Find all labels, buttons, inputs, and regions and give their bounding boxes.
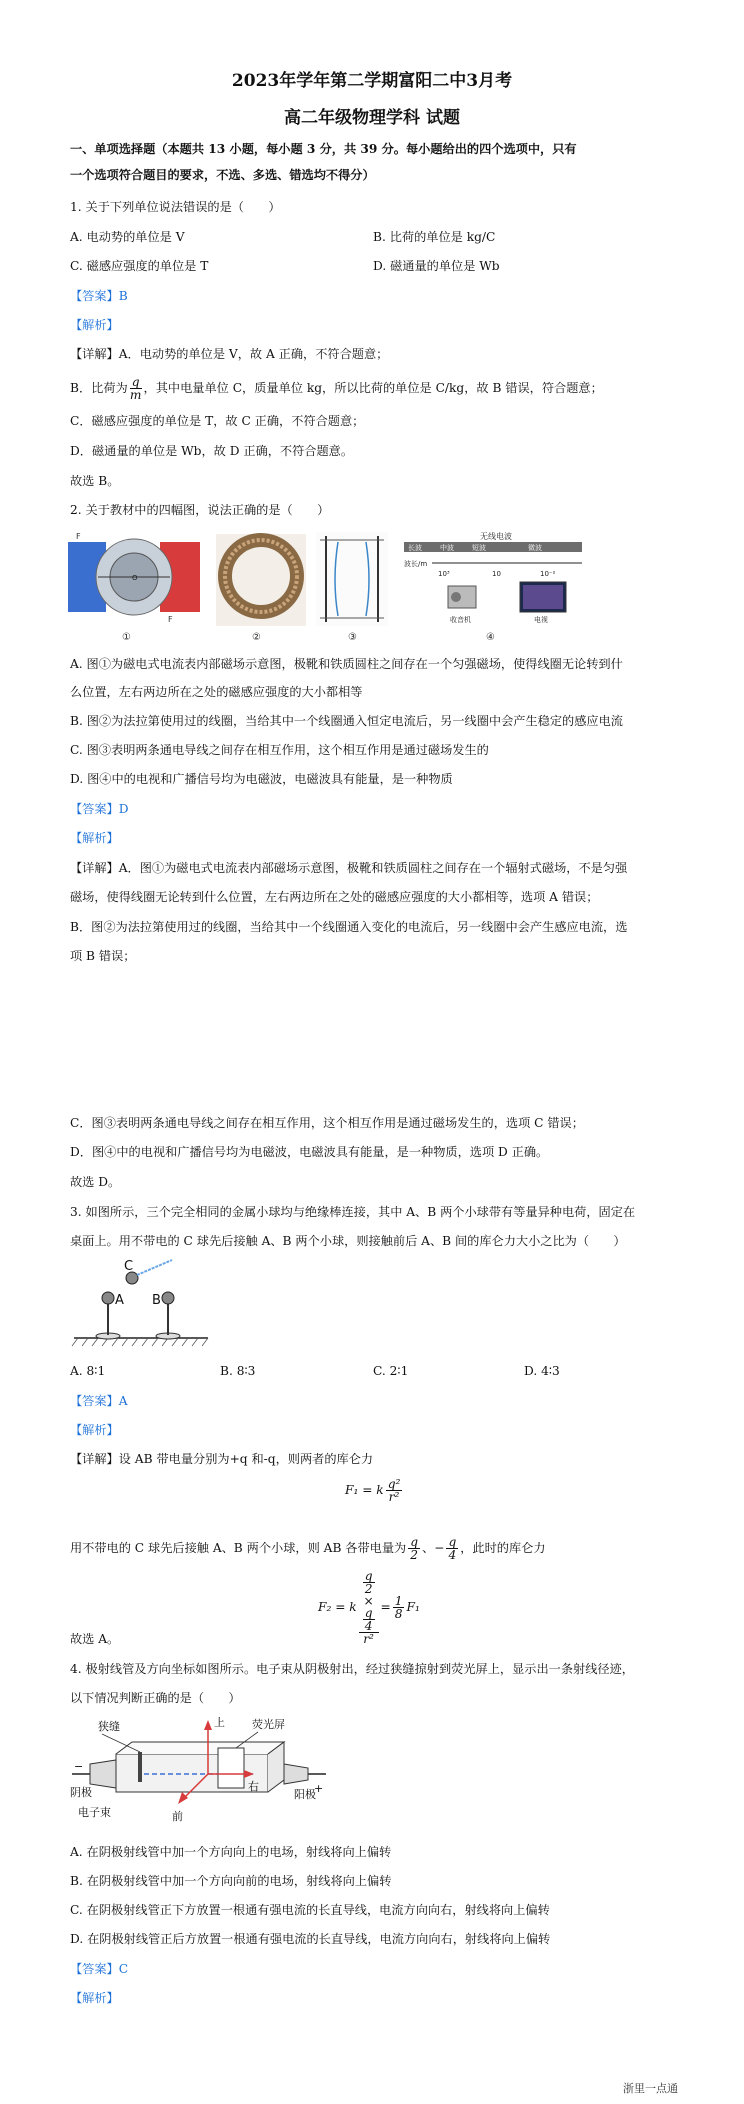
minus-terminal: − [74,1760,84,1773]
f2-times: × [363,1594,374,1608]
quarter-denominator: 4 [448,1548,457,1562]
charge-half-fraction [408,1536,420,1561]
fig2-number: ② [252,632,261,643]
q3-detail-2-pre: 用不带电的 C 球先后接触 A、B 两个小球，则 AB 各带电量为 [70,1541,407,1555]
q2-detail-1 [70,859,690,877]
q4-answer [70,1960,690,1978]
fig4-band-short: 短波 [472,544,486,552]
charge-quarter-fraction [446,1536,458,1561]
sphere-b-label: B [152,1293,161,1308]
plus-terminal: + [314,1782,324,1795]
slit-label: 狭缝 [98,1720,120,1733]
fig4-band-medium: 中波 [440,544,454,552]
f2-sub-fraction-a [363,1570,375,1595]
sphere-a-label: A [115,1293,124,1308]
q3-stem-line2: 桌面上。用不带电的 C 球先后接触 A、B 两个小球，则接触前后 A、B 间的库仑力大小之比为（ ） [70,1234,626,1248]
q2-option-a-line2: 么位置，左右两边所在之处的磁感应强度的大小都相等 [70,685,363,699]
half-denominator: 2 [410,1548,418,1562]
fig1-center-label: O [132,574,138,582]
q2-detail-2: 磁场，使得线圈无论转到什么位置，左右两边所在之处的磁感应强度的大小都相等，选项 A 错误； [70,890,599,904]
q3-figure [68,1258,218,1357]
answer-label: 【答案】 [70,1394,119,1408]
fig4-band-micro: 微波 [528,544,542,552]
answer-label: 【答案】 [70,802,119,816]
q1-answer-value: B [118,289,128,303]
q2-option-a-line1: A. 图①为磁电式电流表内部磁场示意图，极靴和铁质圆柱之间存在一个匀强磁场，使得线圈无论转到什 [70,657,623,671]
cathode-label: 阴极 [70,1786,92,1799]
q1-detail-4: D．磁通量的单位是 Wb，故 D 正确，不符合题意。 [70,444,354,458]
f2-ratio-denominator: 8 [394,1607,403,1621]
up-label: 上 [214,1716,225,1729]
f2-a-numerator: q [364,1569,373,1583]
fig4-axis-label: 波长/m [404,560,428,568]
q2-detail-6: D．图④中的电视和广播信号均为电磁波，电磁波具有能量，是一种物质，选项 D 正确。 [70,1145,549,1159]
fig4-band-long: 长波 [408,544,422,552]
q1-conclusion: 故选 B。 [70,474,120,488]
q4-answer-value: C [118,1962,129,1976]
q2-detail-1-text: A．图①为磁电式电流表内部磁场示意图，极靴和铁质圆柱之间存在一个辐射式磁场，不是匀强 [118,861,628,875]
q3-detail-1 [70,1450,690,1468]
fig4-title: 无线电波 [480,532,512,541]
figure-2-faraday-ring [216,534,306,643]
answer-label: 【答案】 [70,289,119,303]
q1-option-b: B. 比荷的单位是 kg/C [373,230,496,244]
half-numerator: q [410,1535,419,1549]
fig4-tick-3: 10⁻² [540,570,556,578]
q3-option-c: C. 2∶1 [373,1364,409,1378]
formula-f1 [345,1478,404,1503]
fraction-numerator: q [131,375,140,389]
f2-main-numerator [359,1570,379,1633]
fig4-tick-2: 10 [492,570,501,578]
q1-option-c: C. 磁感应强度的单位是 T [70,259,209,273]
q2-option-b: B. 图②为法拉第使用过的线圈，当给其中一个线圈通入恒定电流后，另一线圈中会产生稳定的感应电流 [70,714,623,728]
f2-rhs: F₁ [406,1600,420,1614]
front-label: 前 [172,1810,183,1823]
q2-option-c: C. 图③表明两条通电导线之间存在相互作用，这个相互作用是通过磁场发生的 [70,743,489,757]
anode-label: 阳极 [294,1788,316,1801]
q4-stem-line1: 4. 极射线管及方向坐标如图所示。电子束从阴极射出，经过狭缝掠射到荧光屏上，显示出一条射线径迹， [70,1662,634,1676]
f1-numerator: q² [387,1477,401,1491]
f2-ratio-numerator: 1 [394,1594,403,1608]
charge-mass-fraction [130,376,142,401]
fig1-force-label-bottom: F [168,615,173,624]
exam-title: 2023年学年第二学期富阳二中3月考 [231,71,513,91]
q3-conclusion: 故选 A。 [70,1632,120,1646]
exam-subtitle: 高二年级物理学科 试题 [284,108,460,128]
detail-label: 【详解】 [70,347,119,361]
q1-option-a: A. 电动势的单位是 V [70,230,185,244]
f2-ratio-fraction [393,1595,405,1620]
f2-a-denominator: 2 [364,1582,373,1596]
sphere-c-label: C [124,1259,134,1274]
q4-option-a: A. 在阴极射线管中加一个方向向上的电场，射线将向上偏转 [70,1845,392,1859]
quarter-numerator: q [448,1535,457,1549]
q1-detail-2 [70,376,690,401]
q2-option-d: D. 图④中的电视和广播信号均为电磁波，电磁波具有能量，是一种物质 [70,772,453,786]
figure-4-radio-spectrum [404,531,582,643]
q4-option-c: C. 在阴极射线管正下方放置一根通有强电流的长直导线，电流方向向右，射线将向上偏转 [70,1903,550,1917]
q2-detail-3: B．图②为法拉第使用过的线圈，当给其中一个线圈通入变化的电流后，另一线圈中会产生感应电流，选 [70,920,628,934]
fig4-tick-1: 10³ [438,570,450,578]
f1-fraction [386,1478,403,1503]
q2-figures [68,530,588,649]
fig4-number: ④ [486,632,495,643]
q1-answer [70,287,690,305]
fig1-number: ① [122,632,131,643]
q3-charged-spheres [68,1258,218,1354]
q3-detail-1-text: 设 AB 带电量分别为+q 和-q，则两者的库仑力 [118,1452,374,1466]
q4-figure [68,1712,330,1829]
detail-label: 【详解】 [70,1452,119,1466]
fig4-tv-label: 电视 [534,616,548,624]
f2-b-denominator: 4 [364,1619,373,1633]
q1-detail-2-pre: B．比荷为 [70,381,128,395]
f2-equals: = [380,1600,391,1614]
fig3-number: ③ [348,632,357,643]
f2-main-denominator: r² [363,1632,374,1646]
q4-cathode-ray-tube [68,1712,330,1826]
screen-label: 荧光屏 [252,1718,285,1731]
q4-analysis-label: 【解析】 [70,1991,119,2005]
q1-stem: 1. 关于下列单位说法错误的是（ ） [70,200,281,214]
q3-option-d: D. 4∶3 [524,1364,560,1378]
right-label: 右 [248,1780,259,1793]
fraction-denominator: m [129,388,142,402]
q2-detail-5: C．图③表明两条通电导线之间存在相互作用，这个相互作用是通过磁场发生的，选项 C 错误； [70,1116,584,1130]
q2-analysis-label: 【解析】 [70,831,119,845]
q2-conclusion: 故选 D。 [70,1175,121,1189]
q3-stem-line1: 3. 如图所示，三个完全相同的金属小球均与绝缘棒连接，其中 A、B 两个小球带有等量异种电荷，固定在 [70,1205,636,1219]
q1-detail-1 [70,345,690,363]
q2-figure-strip [68,530,588,646]
f2-sub-fraction-b [363,1607,375,1632]
figure-1-meter-magnet [68,532,200,643]
q2-stem: 2. 关于教材中的四幅图，说法正确的是（ ） [70,503,330,517]
q3-option-b: B. 8∶3 [220,1364,256,1378]
q2-answer-value: D [118,802,129,816]
q4-option-b: B. 在阴极射线管中加一个方向向前的电场，射线将向上偏转 [70,1874,392,1888]
q3-analysis-label: 【解析】 [70,1423,119,1437]
q3-answer [70,1392,690,1410]
beam-label: 电子束 [78,1806,111,1819]
q3-answer-value: A [118,1394,128,1408]
detail-label: 【详解】 [70,861,119,875]
f2-b-numerator: q [364,1606,373,1620]
section-heading-line2: 一个选项符合题目的要求，不选、多选、错选均不得分） [70,168,375,182]
q2-detail-4: 项 B 错误； [70,949,136,963]
figure-3-parallel-wires [316,532,388,643]
footer-watermark: 浙里一点通 [623,2082,678,2095]
section-heading-line1: 一、单项选择题（本题共 13 小题，每小题 3 分，共 39 分。每小题给出的四个选项中，只有 [70,142,577,156]
q1-option-d: D. 磁通量的单位是 Wb [373,259,500,273]
q3-detail-2-post: ，此时的库仑力 [460,1541,546,1555]
fig1-force-label-top: F [76,532,81,541]
q1-detail-3: C．磁感应强度的单位是 T，故 C 正确，不符合题意； [70,414,365,428]
q4-option-d: D. 在阴极射线管正后方放置一根通有强电流的长直导线，电流方向向右，射线将向上偏转 [70,1932,551,1946]
q1-analysis-label: 【解析】 [70,318,119,332]
answer-label: 【答案】 [70,1962,119,1976]
q1-detail-2-post: ，其中电量单位 C，质量单位 kg，所以比荷的单位是 C/kg，故 B 错误，符合题意； [143,381,603,395]
f2-lhs: F₂ = k [318,1600,357,1614]
f1-lhs: F₁ = k [345,1483,384,1497]
q3-detail-2-sep: 、− [422,1541,445,1555]
q3-option-a: A. 8∶1 [70,1364,106,1378]
q1-detail-text: A．电动势的单位是 V，故 A 正确，不符合题意； [118,347,389,361]
fig4-radio-label: 收音机 [450,616,471,624]
f1-denominator: r² [388,1490,400,1504]
q4-stem-line2: 以下情况判断正确的是（ ） [70,1691,241,1705]
q2-answer [70,800,690,818]
q3-detail-2 [70,1536,690,1561]
